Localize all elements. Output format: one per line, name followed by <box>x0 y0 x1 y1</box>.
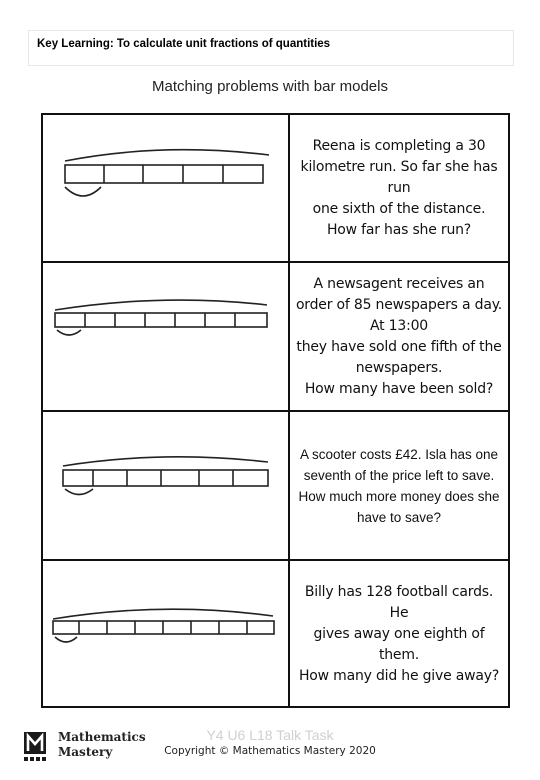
key-learning-text: Key Learning: To calculate unit fractions of quantities <box>37 38 331 50</box>
logo-line-1: Mathematics <box>58 730 146 744</box>
bar-model-drawing <box>43 561 288 708</box>
problem-card <box>290 412 508 559</box>
key-learning-box <box>28 30 514 66</box>
whole-brace <box>55 300 267 310</box>
part-brace <box>57 330 81 335</box>
problem-text: Billy has 128 football cards. He gives away one eighth of them. How many did he give away? <box>298 584 500 684</box>
copyright-text: Copyright © Mathematics Mastery 2020 <box>164 745 376 757</box>
problem-text: A scooter costs £42. Isla has one seventh of the price left to save. How much more money does she have to save? <box>298 446 500 525</box>
matching-row <box>43 561 508 708</box>
bar-dividers <box>85 313 235 327</box>
whole-brace <box>53 609 273 619</box>
talk-task-label: Y4 U6 L18 Talk Task <box>206 727 334 743</box>
bar-model <box>43 263 288 410</box>
bar-model <box>43 412 288 559</box>
part-brace <box>65 489 93 495</box>
part-brace <box>55 637 77 642</box>
bar-model-drawing <box>43 115 288 261</box>
page-subtitle: Matching problems with bar models <box>152 78 388 95</box>
bar-model-drawing <box>43 263 288 410</box>
bar-model-drawing <box>43 412 288 559</box>
matching-row <box>43 115 508 261</box>
bar-strip <box>65 165 263 183</box>
problem-text: Reena is completing a 30 kilometre run. So far she has run one sixth of the distance. How far has she run? <box>300 137 498 238</box>
bar-model <box>43 115 288 261</box>
whole-brace <box>63 457 268 466</box>
logo-line-2: Mastery <box>58 745 113 759</box>
bar-dividers <box>79 621 247 634</box>
matching-grid <box>41 113 510 708</box>
problem-card <box>290 115 508 261</box>
whole-brace <box>65 150 269 161</box>
problem-text: A newsagent receives an order of 85 newspapers a day. At 13:00 they have sold one fifth of the newspapers. How many have been sold? <box>295 275 503 397</box>
problem-card <box>290 561 508 708</box>
part-brace <box>65 187 101 196</box>
bar-model <box>43 561 288 708</box>
bar-dividers <box>104 165 223 183</box>
matching-row <box>43 412 508 559</box>
bar-dividers <box>93 470 233 486</box>
matching-row <box>43 263 508 410</box>
problem-card <box>290 263 508 410</box>
